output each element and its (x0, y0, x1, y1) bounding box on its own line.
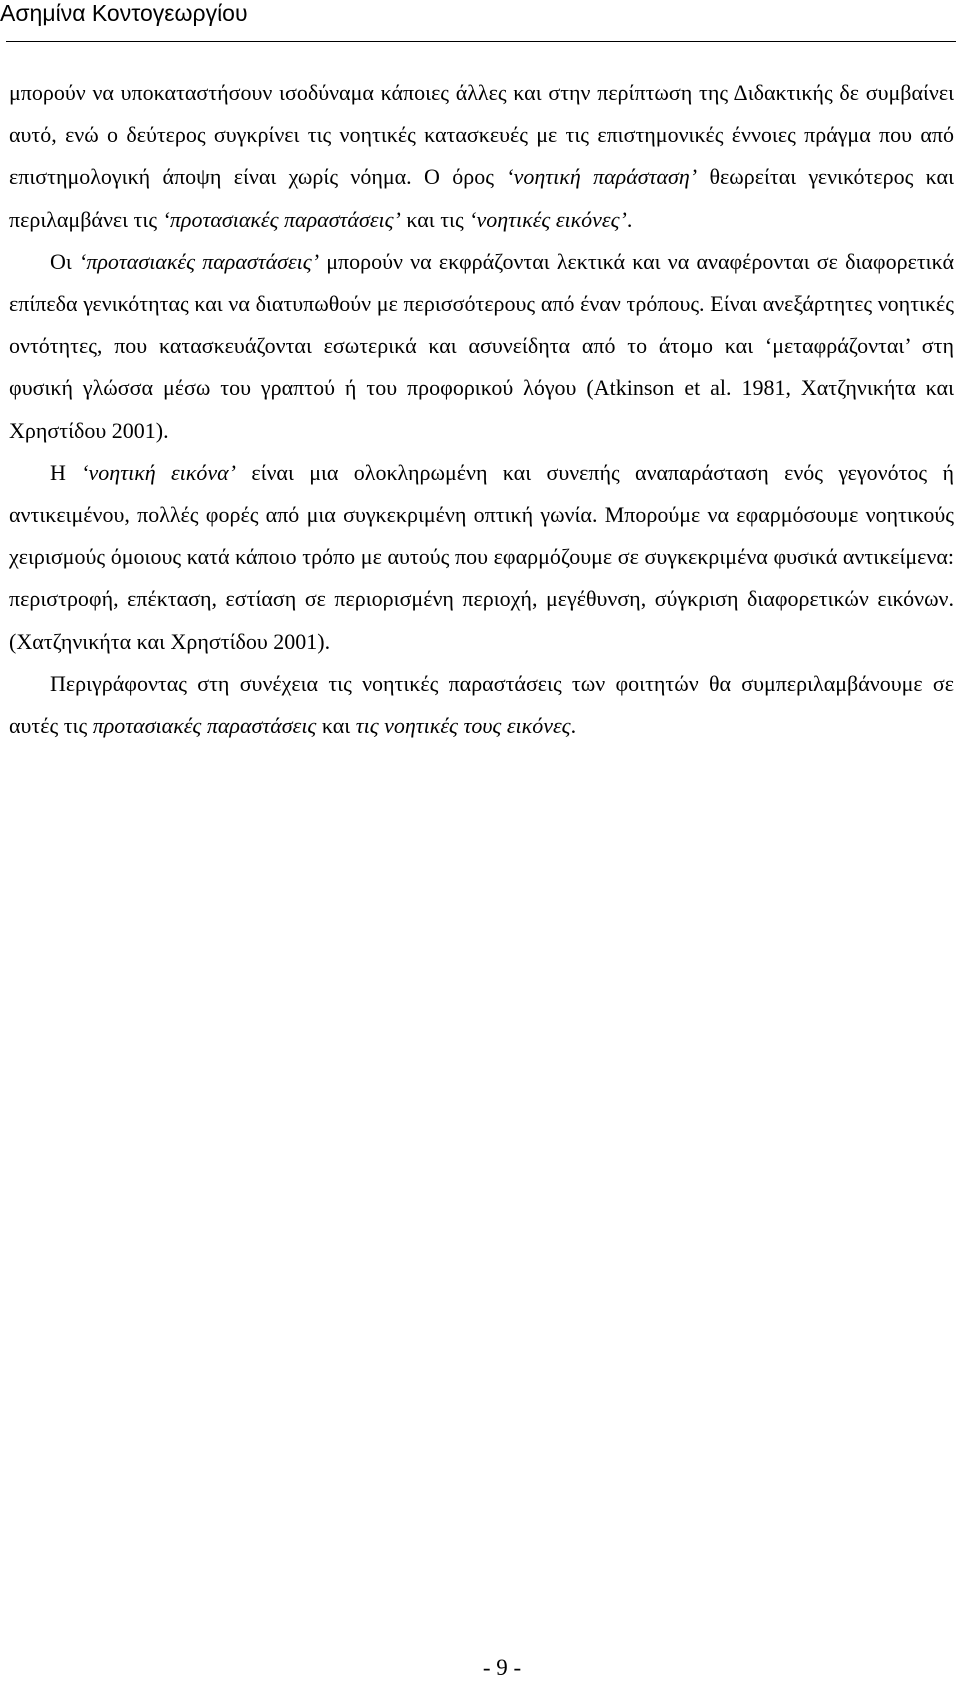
running-header-author: Ασημίνα Κοντογεωργίου (0, 0, 248, 26)
paragraph-3-text-1: Η (50, 459, 82, 485)
paragraph-3-text-2: είναι μια ολοκληρωμένη και συνεπής αναπαράσταση ενός γεγονότος ή αντικειμένου, πολλές φορές από μια συγκεκριμένη οπτική γωνία. Μπορούμε να εφαρμόσουμε νοητικούς χειρισμούς όμοιους κατά κάποιο τρόπο με αυτούς που εφαρμόζουμε σε συγκεκριμένα φυσικά αντικείμενα: περιστροφή, επέκταση, εστίαση σε περιορισμένη περιοχή, μεγέθυνση, σύγκριση διαφορετικών εικόνων. (Χατζηνικήτα και Χρηστίδου 2001). (9, 459, 954, 654)
paragraph-1-text-4: . (626, 206, 633, 232)
header-divider (6, 41, 956, 42)
term-noetiki-eikona: ‘νοητική εικόνα’ (81, 459, 236, 485)
paragraph-4-text-1: Περιγράφοντας στη συνέχεια τις νοητικές παραστάσεις των φοιτητών θα συμπεριλαμβάνουμε σε αυτές τις (9, 670, 954, 739)
term-noetikes-eikones: ‘νοητικές εικόνες’ (469, 206, 627, 232)
paragraph-1-text-3: και τις (400, 206, 470, 232)
paragraph-4 (9, 663, 954, 747)
paragraph-1-text-2: θεωρείται γενικότερος και περιλαμβάνει τις (9, 164, 954, 232)
paragraph-2-text-1: Οι (50, 248, 80, 274)
paragraph-1 (9, 72, 954, 241)
paragraph-4-text-3: . (570, 713, 577, 739)
term-protasiakes-parastaseis-3: προτασιακές παραστάσεις (92, 713, 317, 739)
paragraph-3 (9, 452, 954, 663)
term-protasiakes-parastaseis: ‘προτασιακές παραστάσεις’ (162, 206, 401, 232)
paragraph-2-text-2: μπορούν να εκφράζονται λεκτικά και να αναφέρονται σε διαφορετικά επίπεδα γενικότητας και να διατυπωθούν με περισσότερους από έναν τρόπους. Είναι ανεξάρτητες νοητικές οντότητες, που κατασκευάζονται εσωτερικά και ασυνείδητα από το άτομο και ‘μεταφράζονται’ στη φυσική γλώσσα μέσω του γραπτού ή του προφορικού λόγου (Atkinson et al. 1981, Χατζηνικήτα και Χρηστίδου 2001). (9, 248, 955, 443)
term-noetikes-eikones-2: τις νοητικές τους εικόνες (355, 713, 571, 739)
body-text (9, 72, 954, 747)
term-noetiki-parastasi: ‘νοητική παράσταση’ (506, 164, 698, 190)
paragraph-1-text-1: μπορούν να υποκαταστήσουν ισοδύναμα κάποιες άλλες και στην περίπτωση της Διδακτικής δε συμβαίνει αυτό, ενώ ο δεύτερος συγκρίνει τις νοητικές κατασκευές με τις επιστημονικές έννοιες πράγμα που από επιστημολογική άποψη είναι χωρίς νόημα. Ο όρος (9, 80, 954, 190)
term-protasiakes-parastaseis-2: ‘προτασιακές παραστάσεις’ (79, 248, 320, 274)
page-number: - 9 - (482, 1655, 522, 1680)
paragraph-2 (9, 241, 954, 452)
paragraph-4-text-2: και (316, 713, 356, 739)
